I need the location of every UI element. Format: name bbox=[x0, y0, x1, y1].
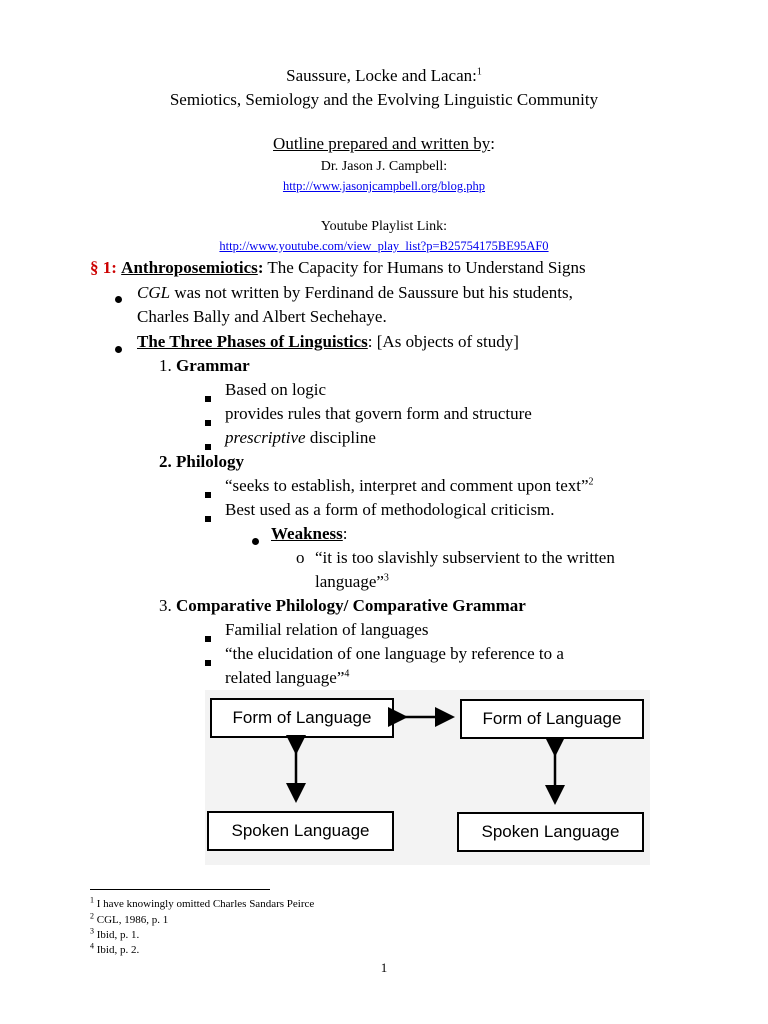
cgl-line-2: Charles Bally and Albert Sechehaye. bbox=[137, 307, 387, 326]
playlist-link[interactable]: http://www.youtube.com/view_play_list?p=B25754175BE95AF0 bbox=[219, 239, 549, 253]
phases-heading: The Three Phases of Linguistics bbox=[137, 332, 368, 351]
language-diagram bbox=[205, 690, 650, 865]
comparative-title: Comparative Philology/ Comparative Grammar bbox=[176, 596, 526, 615]
quote-text: language” bbox=[315, 572, 384, 591]
diagram-arrows bbox=[205, 690, 650, 865]
playlist-link-row bbox=[0, 239, 768, 254]
box-spoken-language-left: Spoken Language bbox=[207, 811, 394, 851]
footnote bbox=[90, 926, 140, 941]
footnote-text: Ibid, p. 1. bbox=[94, 929, 140, 941]
cgl-line-1 bbox=[137, 283, 573, 303]
footnote-text: I have knowingly omitted Charles Sandars Peirce bbox=[94, 898, 315, 910]
author-name: Dr. Jason J. Campbell: bbox=[320, 159, 448, 174]
playlist-label: Youtube Playlist Link: bbox=[320, 219, 448, 234]
bullet-dot bbox=[115, 338, 122, 358]
phases-rest: : [As objects of study] bbox=[367, 332, 519, 351]
weakness-quote-2 bbox=[315, 572, 389, 592]
blog-link-row bbox=[0, 179, 768, 194]
footnote bbox=[90, 941, 140, 956]
footnote-rule bbox=[90, 889, 270, 890]
weakness-colon: : bbox=[342, 524, 348, 543]
footnote-number: 1 bbox=[90, 895, 94, 905]
footnote-text: Ibid, p. 2. bbox=[94, 944, 140, 956]
list-number: 1. bbox=[159, 356, 172, 375]
quote-text: related language” bbox=[225, 668, 345, 687]
title-line-1 bbox=[0, 66, 768, 86]
page-number: 1 bbox=[380, 960, 388, 975]
grammar-item bbox=[225, 428, 376, 448]
grammar-item: Based on logic bbox=[225, 380, 327, 399]
outline-heading bbox=[0, 134, 768, 154]
list-number: 2. bbox=[159, 452, 172, 471]
philology-item bbox=[225, 476, 594, 496]
footnote-ref: 4 bbox=[344, 668, 350, 680]
philology-title: Philology bbox=[176, 452, 245, 471]
comparative-item: Familial relation of languages bbox=[225, 620, 429, 639]
square-bullet bbox=[205, 387, 211, 407]
section-subtitle: The Capacity for Humans to Understand Signs bbox=[263, 258, 586, 277]
square-bullet bbox=[205, 627, 211, 647]
footnote-text: CGL, 1986, p. 1 bbox=[94, 914, 169, 926]
cgl-text: was not written by Ferdinand de Saussure but his students, bbox=[170, 283, 573, 302]
footnote-ref: 1 bbox=[476, 66, 482, 78]
footnote-number: 2 bbox=[90, 911, 94, 921]
grammar-title: Grammar bbox=[176, 356, 250, 375]
square-bullet bbox=[205, 411, 211, 431]
comparative-item-2 bbox=[225, 668, 349, 688]
square-bullet bbox=[205, 507, 211, 527]
outline-colon: : bbox=[490, 134, 495, 153]
bullet-dot bbox=[252, 530, 259, 550]
circle-bullet: o bbox=[296, 548, 305, 567]
philology-quote: “seeks to establish, interpret and comment upon text” bbox=[225, 476, 589, 495]
box-form-of-language-left: Form of Language bbox=[210, 698, 394, 738]
comparative-heading bbox=[159, 596, 526, 616]
weakness-line bbox=[271, 524, 348, 544]
blog-link[interactable]: http://www.jasonjcampbell.org/blog.php bbox=[282, 179, 486, 193]
footnote-ref: 2 bbox=[588, 476, 594, 488]
weakness-quote-1: “it is too slavishly subservient to the written bbox=[315, 548, 615, 567]
footnote-number: 3 bbox=[90, 926, 94, 936]
grammar-item: provides rules that govern form and structure bbox=[225, 404, 532, 423]
list-number: 3. bbox=[159, 596, 172, 615]
philology-item: Best used as a form of methodological criticism. bbox=[225, 500, 555, 519]
section-heading bbox=[90, 258, 586, 278]
title-line-2: Semiotics, Semiology and the Evolving Linguistic Community bbox=[169, 90, 599, 109]
square-bullet bbox=[205, 651, 211, 671]
square-bullet bbox=[205, 483, 211, 503]
cgl-italic: CGL bbox=[137, 283, 171, 302]
box-spoken-language-right: Spoken Language bbox=[457, 812, 644, 852]
bullet-dot bbox=[115, 288, 122, 308]
grammar-heading bbox=[159, 356, 250, 376]
grammar-item-rest: discipline bbox=[305, 428, 376, 447]
footnote-number: 4 bbox=[90, 941, 94, 951]
title-text: Saussure, Locke and Lacan: bbox=[286, 66, 477, 85]
section-colon: : bbox=[257, 258, 264, 277]
section-term: Anthroposemiotics bbox=[121, 258, 258, 277]
weakness-label: Weakness bbox=[271, 524, 343, 543]
philology-heading bbox=[159, 452, 244, 472]
footnote bbox=[90, 911, 169, 926]
outline-label: Outline prepared and written by bbox=[273, 134, 491, 153]
footnote-ref: 3 bbox=[383, 572, 389, 584]
prescriptive-italic: prescriptive bbox=[225, 428, 306, 447]
footnote bbox=[90, 895, 315, 910]
phases-line bbox=[137, 332, 519, 352]
section-number: § 1: bbox=[90, 258, 117, 277]
box-form-of-language-right: Form of Language bbox=[460, 699, 644, 739]
comparative-item: “the elucidation of one language by reference to a bbox=[225, 644, 564, 663]
